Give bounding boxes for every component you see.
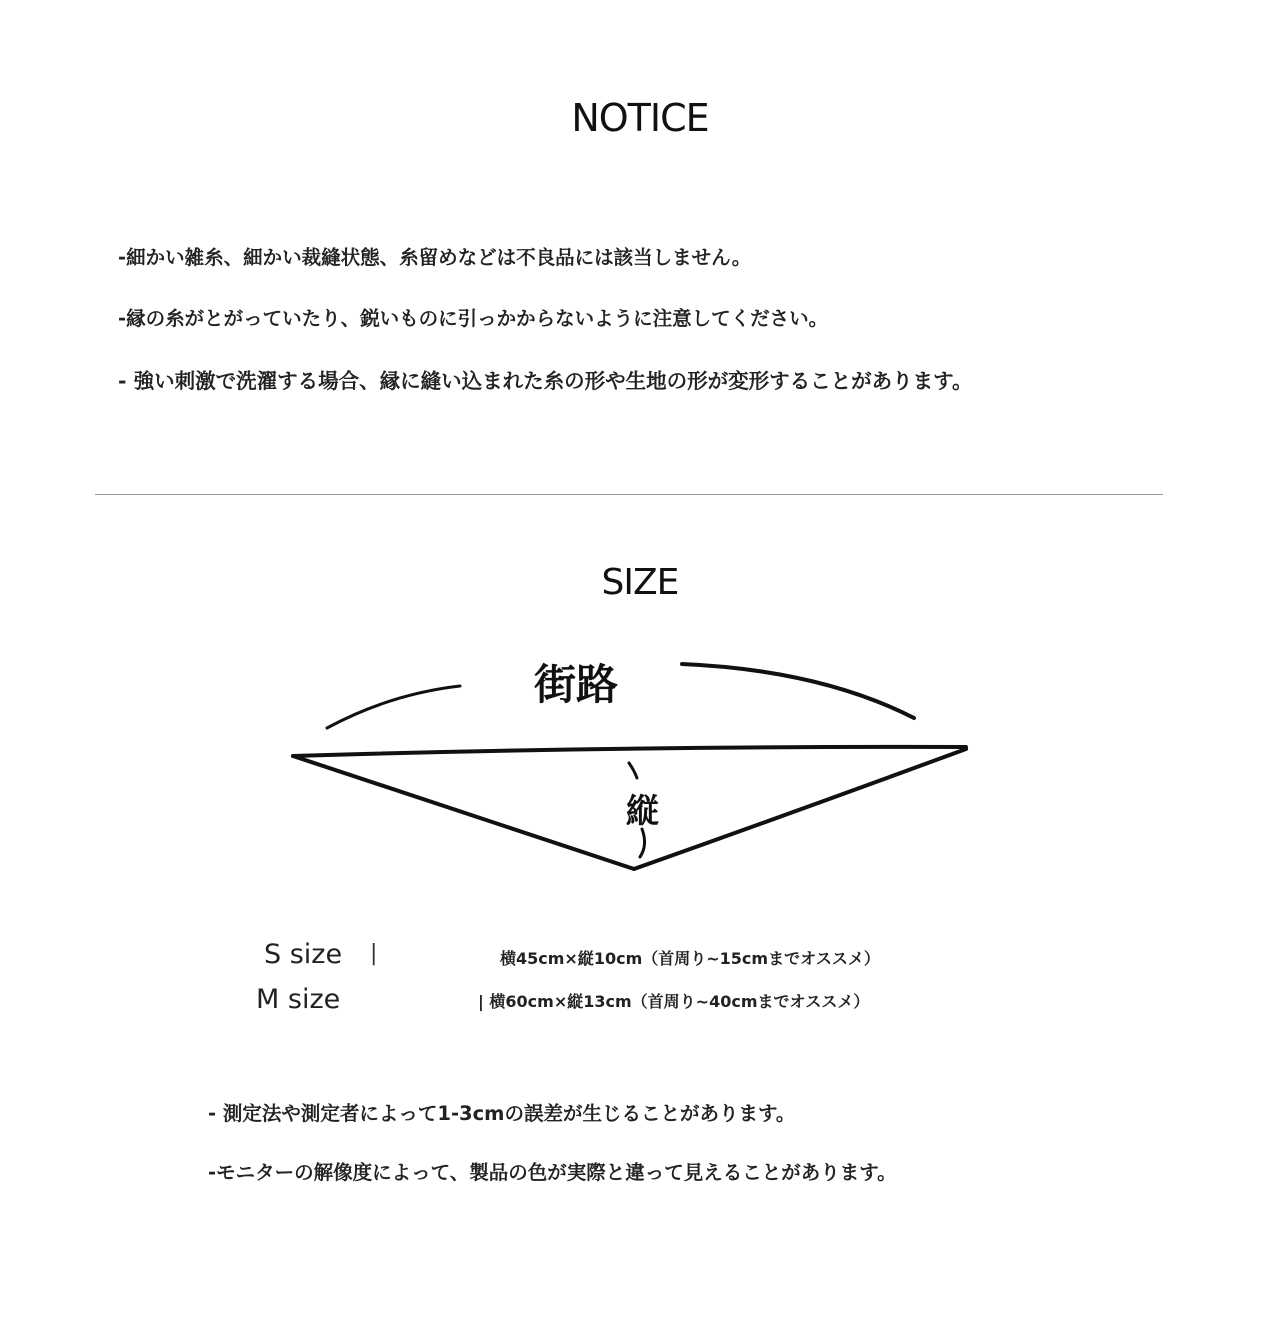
- bandana-top-edge: [293, 747, 966, 756]
- notice-line-edge-threads: -縁の糸がとがっていたり、鋭いものに引っかからないように注意してください。: [118, 307, 829, 330]
- notice-line-loose-threads: -細かい雑糸、細かい裁縫状態、糸留めなどは不良品には該当しません。: [118, 246, 752, 269]
- width-arc-right: [682, 664, 914, 718]
- size-title: SIZE: [601, 562, 679, 603]
- s-size-dimensions: 横45cm×縦10cm（首周り~15cmまでオススメ）: [500, 949, 880, 968]
- notice-line-washing: - 強い刺激で洗濯する場合、縁に縫い込まれた糸の形や生地の形が変形することがあります。: [118, 369, 973, 393]
- width-arc-left: [327, 686, 460, 728]
- diagram-height-label: 縦: [626, 791, 659, 830]
- bandana-right-edge: [634, 749, 966, 869]
- s-size-label: S size: [264, 939, 343, 970]
- s-size-separator: |: [370, 941, 378, 966]
- height-mark-top: [629, 763, 637, 778]
- diagram-width-label: 街路: [534, 660, 619, 709]
- height-mark-bottom: [640, 829, 645, 857]
- size-note-monitor-color: -モニターの解像度によって、製品の色が実際と違って見えることがあります。: [208, 1161, 897, 1184]
- m-size-dimensions: | 横60cm×縦13cm（首周り~40cmまでオススメ）: [478, 992, 870, 1011]
- bandana-left-edge: [293, 756, 634, 869]
- m-size-label: M size: [256, 984, 341, 1015]
- size-note-measurement-error: - 測定法や測定者によって1-3cmの誤差が生じることがあります。: [208, 1102, 796, 1125]
- notice-title: NOTICE: [571, 96, 709, 140]
